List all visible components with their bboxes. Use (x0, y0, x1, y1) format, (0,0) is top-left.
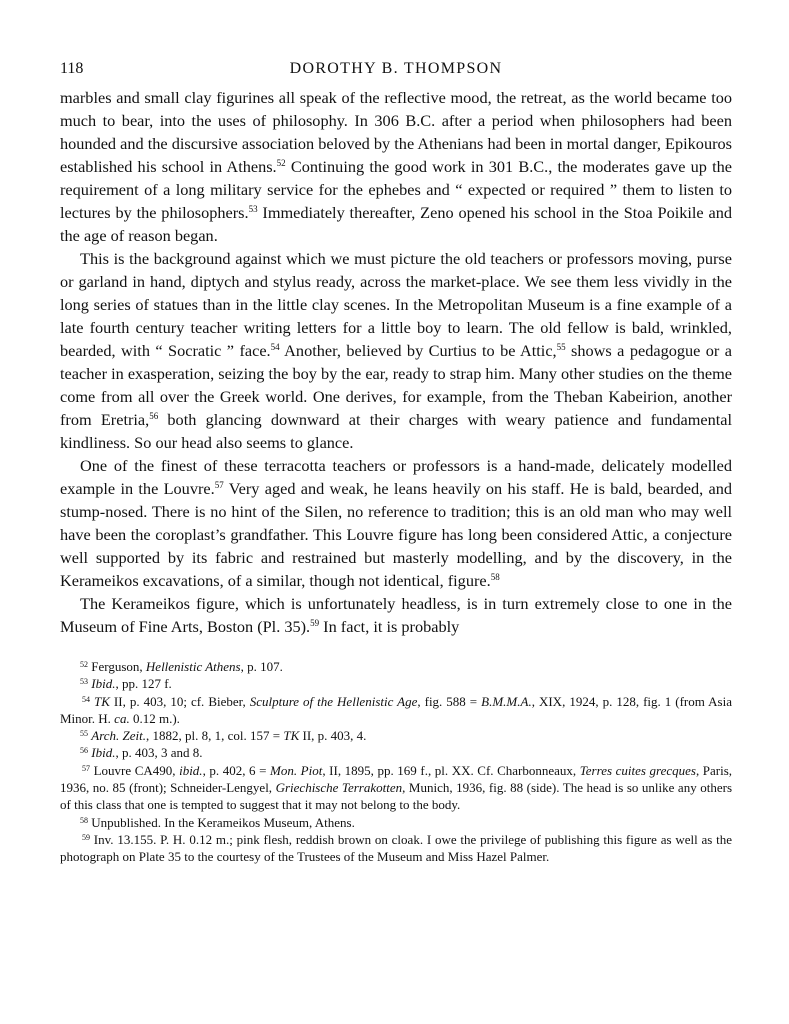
text-run: Immediately thereafter, Zeno opened his school in the Stoa Poikile and the age of reason began. (60, 203, 732, 245)
text-run: , p. 403, 3 and 8. (115, 745, 203, 761)
citation-title: Hellenistic Athens (145, 659, 241, 674)
page (60, 56, 732, 866)
paragraph-2 (60, 247, 732, 454)
citation-title: Sculpture of the Hellenistic Age (249, 693, 418, 709)
body-text (60, 86, 732, 638)
text-run: , II, 1895, pp. 169 f., pl. XX. Cf. Charbonneaux, (322, 762, 580, 778)
text-run: , Munich, 1936, fig. 88 (side). The head is so unlike any others of this class that one is tempted to suggest that it may not belong to the body. (60, 780, 733, 813)
footnote-ref-54[interactable]: 54 (270, 342, 280, 352)
footnote-ref-55[interactable]: 55 (556, 342, 566, 352)
text-run: Unpublished. In the Kerameikos Museum, Athens. (91, 814, 355, 830)
footnote-ref-57[interactable]: 57 (214, 480, 224, 490)
page-number: 118 (60, 60, 84, 77)
text-run: Louvre CA490, (93, 762, 180, 778)
paragraph-1 (60, 86, 732, 247)
text-run: both glancing downward at their charges with weary patience and fundamental kindliness. So our head also seems to glance. (60, 410, 733, 452)
citation-title: ibid. (179, 762, 203, 778)
text-run: II, p. 403, 10; cf. Bieber, (109, 693, 250, 709)
text-run: , p. 402, 6 = (202, 762, 271, 778)
text-run: marbles and small clay figurines all speak of the reflective mood, the retreat, as the world became too much to bear, into the uses of philosophy. In 306 (60, 88, 732, 130)
text-run: , 1882, pl. 8, 1, col. 157 = (146, 728, 284, 744)
footnote-55 (60, 727, 732, 744)
footnote-56 (60, 744, 732, 761)
citation-title: Ibid. (91, 745, 116, 761)
footnote-57 (60, 762, 732, 814)
footnote-58 (60, 814, 732, 831)
text-run: shows a pedagogue or a teacher in exasperation, seizing the boy by the ear, ready to strap him. Many other studies on the theme come from all over the Greek world. One derives, for example, from the Theban Kabeirion, another from Eretria, (60, 341, 732, 429)
footnote-ref-56[interactable]: 56 (149, 411, 159, 421)
text-run: after a period when philosophers had been hounded and the discursive association beloved by the Athenians had been in mortal danger, Epikouros established his school in Athens. (60, 111, 732, 176)
text-run: The Kerameikos figure, which is unfortunately headless, is in turn extremely close to one in the Museum of Fine Arts, Boston (Pl. 35). (60, 594, 732, 636)
text-run: Continuing the good work in 301 (285, 157, 519, 176)
text-run: Ferguson, (91, 659, 146, 674)
footnote-number: 54 (82, 694, 90, 704)
footnote-number: 59 (82, 832, 90, 842)
paragraph-3 (60, 454, 732, 592)
text-run: , fig. 588 = (417, 693, 482, 709)
citation-title: TK (283, 728, 300, 744)
footnote-number: 56 (80, 746, 88, 756)
citation-title: B.M.M.A. (481, 693, 532, 709)
text-run: One of the finest of these terracotta teachers or professors is a hand-made, delicately modelled example in the Louvre. (60, 456, 732, 498)
text-run: In fact, it is probably (319, 617, 460, 636)
text-run: , Paris, 1936, no. 85 (front); Schneider-Lengyel, (60, 762, 733, 796)
footnotes (60, 658, 732, 866)
citation-title: Arch. Zeit. (91, 728, 147, 744)
citation-title: ca. (114, 710, 130, 726)
text-run: , XIX, 1924, p. 128, fig. 1 (from Asia Minor. H. (60, 693, 732, 726)
footnote-number: 55 (80, 729, 88, 739)
citation-title: Griechische Terrakotten (275, 780, 403, 796)
text-run: , p. 107. (240, 659, 283, 674)
text-run: Very aged and weak, he leans heavily on his staff. He is bald, bearded, and stump-nosed. There is no hint of the Silen, no reference to tradition; this is an old man who may well have been the coroplast’s grandfather. This Louvre figure has long been considered Attic, a conjecture well supported by its fabric and restrained but masterly modelling, and by the discovery, in the Kerameikos excavations, of a similar, though not identical, figure. (60, 479, 732, 590)
citation-title: Ibid. (91, 676, 116, 692)
text-run: Inv. 13.155. P. H. 0.12 m.; pink flesh, reddish brown on cloak. I owe the privilege of publishing this figure as well as the photograph on Plate 35 to the courtesy of the Trustees of the Museum and Miss Hazel Palmer. (60, 831, 733, 865)
footnote-59 (60, 831, 732, 866)
citation-title: Mon. Piot (270, 762, 323, 778)
era-abbr: B.C. (518, 157, 549, 176)
footnote-54 (60, 693, 732, 728)
text-run: 0.12 m.). (129, 710, 180, 726)
footnote-number: 58 (80, 815, 88, 825)
citation-title: TK (94, 693, 110, 709)
footnote-number: 52 (80, 660, 88, 669)
footnote-53 (60, 675, 732, 692)
citation-title: Terres cuites grecques (579, 762, 696, 778)
footnote-ref-58[interactable]: 58 (490, 572, 500, 582)
page-header (60, 56, 732, 86)
text-run: II, p. 403, 4. (299, 728, 367, 744)
paragraph-4 (60, 592, 732, 638)
running-title: DOROTHY B. THOMPSON (289, 60, 503, 77)
text-run: This is the background against which we must picture the old teachers or professors moving, purse or garland in hand, diptych and stylus ready, across the market-place. We see them less vividly in the long series of statues than in the little clay scenes. In the Metropolitan Museum is a fine example of a late fourth century teacher writing letters for a little boy to learn. The old fellow is bald, wrinkled, bearded, with “ Socratic ” face. (60, 249, 732, 360)
footnote-number: 53 (80, 677, 88, 687)
footnote-52 (60, 658, 732, 675)
text-run: Another, believed by Curtius to be Attic, (279, 341, 557, 360)
text-run: , pp. 127 f. (115, 676, 172, 692)
footnote-number: 57 (82, 763, 90, 773)
era-abbr: B.C. (405, 111, 436, 130)
footnote-ref-53[interactable]: 53 (248, 204, 258, 214)
footnote-ref-59[interactable]: 59 (310, 618, 320, 628)
footnote-ref-52[interactable]: 52 (276, 158, 286, 168)
text-run: , the moderates gave up the requirement of a long military service for the ephebes and “ expected or required ” them to listen to lectures by the philosophers. (60, 157, 733, 222)
